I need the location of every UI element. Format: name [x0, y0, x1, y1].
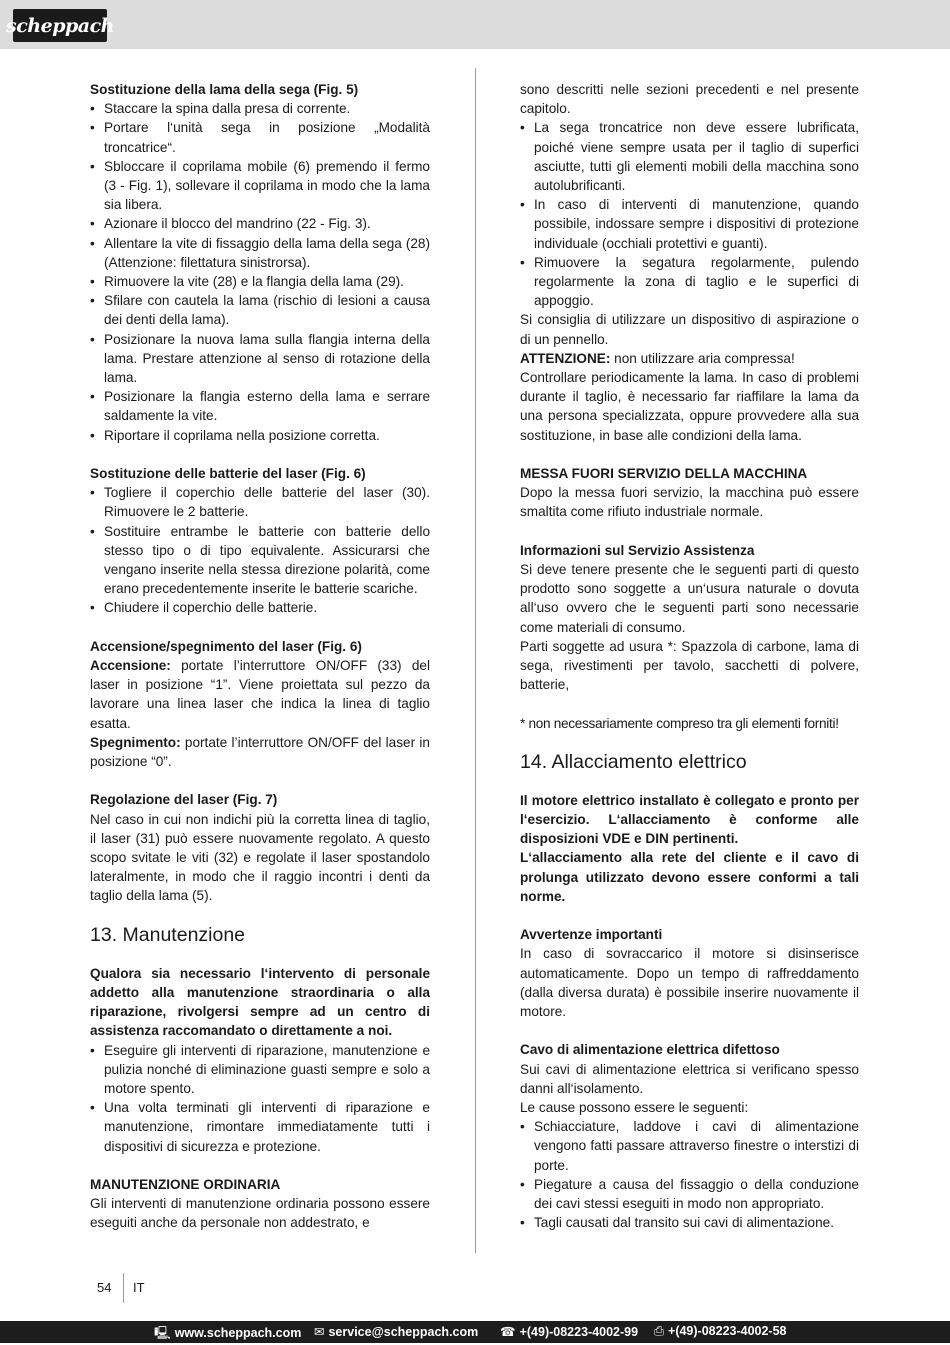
ordinary-maintenance-title: MANUTENZIONE ORDINARIA	[90, 1176, 281, 1192]
page-number-divider	[123, 1273, 124, 1303]
maintenance-list	[90, 1041, 430, 1156]
ordinary-maintenance-text: Gli interventi di manutenzione ordinaria possono essere eseguiti anche da personale non addestrato, e	[90, 1196, 430, 1231]
list-item: • Rimuovere la vite (28) e la flangia della lama (29).	[90, 272, 430, 291]
electrical-heading: 14. Allacciamento elettrico	[520, 750, 747, 773]
list-item: • Eseguire gli interventi di riparazione, manutenzione e pulizia nonché di eliminazione guasti sempre e solo a motore spento.	[90, 1041, 430, 1099]
list-item: • In caso di interventi di manutenzione, quando possibile, indossare sempre i dispositivi di protezione individuale (occhiali protettivi e guanti).	[520, 195, 859, 253]
battery-section-title: Sostituzione delle batterie del laser (Fig. 6)	[90, 466, 366, 482]
list-item: • Posizionare la flangia esterno della lama e serrare saldamente la vite.	[90, 387, 430, 425]
off-text: portate l’interruttore ON/OFF del laser in posizione “0”.	[90, 734, 430, 770]
footer-phone	[500, 1324, 638, 1339]
list-item: • Portare l‘unità sega in posizione „Modalità troncatrice“.	[90, 118, 430, 156]
cable-causes-list	[520, 1117, 859, 1232]
off-label: Spegnimento:	[90, 734, 181, 750]
footer-email[interactable]	[314, 1324, 478, 1339]
list-item: • La sega troncatrice non deve essere lubrificata, poiché viene sempre usata per il taglio di superfici asciutte, tutti gli elementi mobili della macchina sono autolubrificanti.	[520, 118, 859, 195]
blade-section-title: Sostituzione della lama della sega (Fig. 5)	[90, 82, 359, 97]
list-item: • Sbloccare il coprilama mobile (6) premendo il fermo (3 - Fig. 1), sollevare il coprilama in modo che la lama sia libera.	[90, 157, 430, 215]
list-item: • Posizionare la nuova lama sulla flangia interna della lama. Prestare attenzione al senso di rotazione della lama.	[90, 330, 430, 388]
laser-adjust-title: Regolazione del laser (Fig. 7)	[90, 792, 278, 808]
notes-title: Avvertenze importanti	[520, 927, 663, 943]
footer-phone-text: +(49)-08223-4002-99	[519, 1325, 639, 1339]
column-divider	[475, 68, 476, 1253]
cable-text-2: Le cause possono essere le seguenti:	[520, 1100, 749, 1116]
decommission-text: Dopo la messa fuori servizio, la macchina può essere smaltita come rifiuto industriale normale.	[520, 485, 859, 520]
warning-text: non utilizzare aria compressa!	[610, 350, 795, 366]
electrical-bold-2: L‘allacciamento alla rete del cliente e il cavo di prolunga utilizzato devono essere conformi a tali norme.	[520, 850, 859, 904]
list-item: • Tagli causati dal transito sui cavi di alimentazione.	[520, 1213, 859, 1232]
footer-bar	[0, 1321, 950, 1343]
maintenance-intro: Qualora sia necessario l‘intervento di personale addetto alla manutenzione straordinaria o alla riparazione, rivolgersi sempre ad un centro di assistenza raccomandato o direttamente a noi.	[90, 965, 430, 1039]
fax-icon: ⎙	[654, 1324, 665, 1338]
list-item: • Staccare la spina dalla presa di corrente.	[90, 99, 430, 118]
continued-text: sono descritti nelle sezioni precedenti e nel presente capitolo.	[520, 82, 859, 117]
decommission-title: MESSA FUORI SERVIZIO DELLA MACCHINA	[520, 466, 808, 482]
service-title: Informazioni sul Servizio Assistenza	[520, 542, 755, 558]
list-item: • Togliere il coperchio delle batterie del laser (30). Rimuovere le 2 batterie.	[90, 483, 430, 521]
footer-fax	[654, 1324, 787, 1339]
footer-email-text: service@scheppach.com	[328, 1325, 479, 1339]
left-column	[90, 80, 430, 1233]
list-item: • Una volta terminati gli interventi di riparazione e manutenzione, rimontare immediatamente tutti i dispositivi di sicurezza e protezione.	[90, 1098, 430, 1156]
warning-paragraph	[520, 349, 859, 368]
computer-icon: 🖳	[154, 1326, 171, 1340]
on-label: Accensione:	[90, 658, 171, 674]
on-text: portate l’interruttore ON/OFF (33) del laser in posizione “1”. Viene proiettata sul pezzo da lavorare una linea laser che indica la linea di taglio esatta.	[90, 658, 430, 731]
footnote: * non necessariamente compreso tra gli elementi forniti!	[520, 715, 839, 731]
service-text: Si deve tenere presente che le seguenti parti di questo prodotto sono soggette a un‘usura naturale o dovuta all‘uso ovvero che le seguenti parti sono necessarie come materiali di consumo.	[520, 562, 859, 635]
cable-text-1: Sui cavi di alimentazione elettrica si verificano spesso danni all‘isolamento.	[520, 1061, 859, 1096]
laser-on-paragraph	[90, 656, 430, 733]
blade-steps-list	[90, 99, 430, 445]
list-item: • Chiudere il coperchio delle batterie.	[90, 598, 430, 617]
laser-adjust-text: Nel caso in cui non indichi più la corretta linea di taglio, il laser (31) può essere nuovamente regolato. A questo scopo svitate le viti (32) e regolate il laser spostandolo lateralmente, in modo che il raggio incontri i denti da taglio della lama (5).	[90, 811, 430, 904]
list-item: • Riportare il coprilama nella posizione corretta.	[90, 426, 430, 445]
list-item: • Sfilare con cautela la lama (rischio di lesioni a causa dei denti della lama).	[90, 291, 430, 329]
wear-parts-text: Parti soggette ad usura *: Spazzola di carbone, lama di sega, rivestimenti per tavolo, sacchetti di polvere, batterie,	[520, 638, 859, 693]
brand-logo: scheppach	[13, 9, 107, 42]
right-column	[520, 80, 859, 1233]
list-item: • Azionare il blocco del mandrino (22 - Fig. 3).	[90, 214, 430, 233]
language-code: IT	[133, 1280, 145, 1295]
blade-check-text: Controllare periodicamente la lama. In caso di problemi durante il taglio, è necessario far riaffilare la lama da una persona specializzata, oppure provvedere alla sua sostituzione, in base alle condizioni della lama.	[520, 370, 859, 443]
maintenance-heading: 13. Manutenzione	[90, 923, 246, 946]
electrical-bold-1: Il motore elettrico installato è collegato e pronto per l‘esercizio. L‘allacciamento è conforme alle disposizioni VDE e DIN pertinenti.	[520, 792, 859, 847]
battery-steps-list	[90, 483, 430, 617]
cable-title: Cavo di alimentazione elettrica difettoso	[520, 1042, 780, 1058]
list-item: • Sostituire entrambe le batterie con batterie dello stesso tipo o di tipo equivalente. Assicurarsi che vengano inserite nella stessa direzione polarità, come erano precedentemente inserite le batterie scariche.	[90, 522, 430, 599]
footer-web[interactable]	[154, 1324, 301, 1345]
footer-fax-text: +(49)-08223-4002-58	[668, 1324, 787, 1338]
header-bar	[0, 0, 950, 49]
suction-text: Si consiglia di utilizzare un dispositivo di aspirazione o di un pennello.	[520, 312, 859, 347]
page-number: 54	[97, 1280, 112, 1295]
list-item: • Schiacciature, laddove i cavi di alimentazione vengono fatti passare attraverso finestre o interstizi di porte.	[520, 1117, 859, 1175]
care-list	[520, 118, 859, 310]
phone-icon: ☎	[500, 1325, 516, 1339]
list-item: • Piegature a causa del fissaggio o della conduzione dei cavi stessi eseguiti in modo non appropriato.	[520, 1175, 859, 1213]
footer-web-text: www.scheppach.com	[174, 1326, 302, 1340]
warning-label: ATTENZIONE:	[520, 350, 611, 366]
mail-icon: ✉	[314, 1325, 325, 1339]
list-item: • Rimuovere la segatura regolarmente, pulendo regolarmente la zona di taglio e le superfici di appoggio.	[520, 253, 859, 311]
notes-text: In caso di sovraccarico il motore si disinserisce automaticamente. Dopo un tempo di raffreddamento (dalla diversa durata) è possibile inserire nuovamente il motore.	[520, 946, 859, 1020]
laser-off-paragraph	[90, 733, 430, 771]
list-item: • Allentare la vite di fissaggio della lama della sega (28) (Attenzione: filettatura sinistrorsa).	[90, 234, 430, 272]
laser-onoff-title: Accensione/spegnimento del laser (Fig. 6)	[90, 638, 362, 654]
